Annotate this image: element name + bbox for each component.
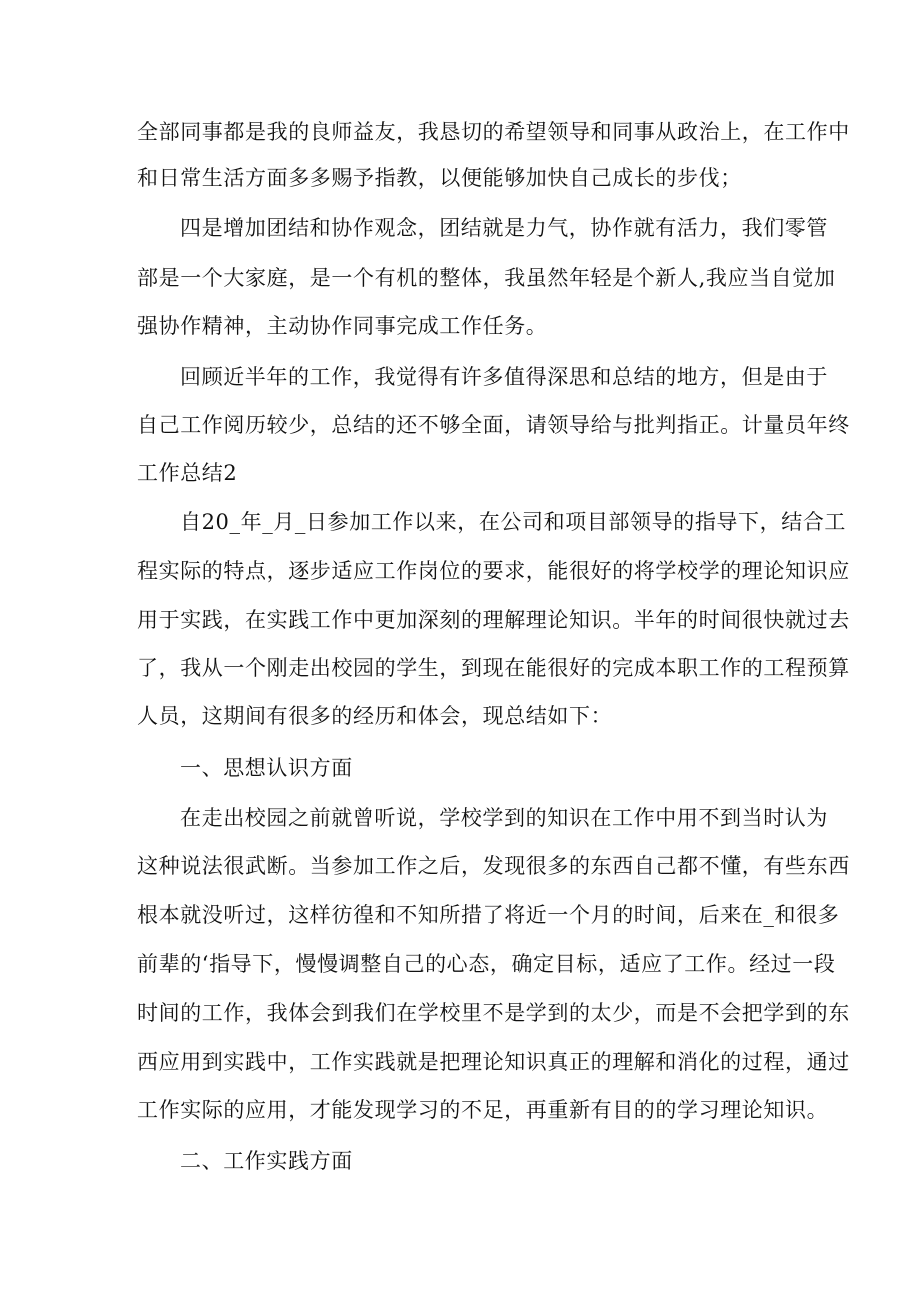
text-line: 人员，这期间有很多的经历和体会，现总结如下： xyxy=(137,704,613,728)
section-heading: 二、工作实践方面 xyxy=(180,1149,353,1173)
text-line: 工作总结2 xyxy=(137,461,238,485)
text-line: 时间的工作，我体会到我们在学校里不是学到的太少，而是不会把学到的东 xyxy=(137,1001,850,1025)
text-line: 自己工作阅历较少，总结的还不够全面，请领导给与批判指正。计量员年终 xyxy=(137,413,850,437)
text-line: 部是一个大家庭，是一个有机的整体，我虽然年轻是个新人,我应当自觉加 xyxy=(137,266,836,290)
section-heading: 一、思想认识方面 xyxy=(180,756,353,780)
text-line: 四是增加团结和协作观念，团结就是力气，协作就有活力，我们零管 xyxy=(180,216,828,240)
text-line: 前辈的‘指导下，慢慢调整自己的心态，确定目标，适应了工作。经过一段 xyxy=(137,952,836,976)
text-line: 根本就没听过，这样彷徨和不知所措了将近一个月的时间，后来在_和很多 xyxy=(137,903,840,927)
text-line: 自20_年_月_日参加工作以来，在公司和项目部领导的指导下，结合工 xyxy=(180,510,847,534)
text-line: 回顾近半年的工作，我觉得有许多值得深思和总结的地方，但是由于 xyxy=(180,365,828,389)
text-line: 了，我从一个刚走出校园的学生，到现在能很好的完成本职工作的工程预算 xyxy=(137,656,850,680)
text-line: 程实际的特点，逐步适应工作岗位的要求，能很好的将学校学的理论知识应 xyxy=(137,559,850,583)
text-line: 西应用到实践中，工作实践就是把理论知识真正的理解和消化的过程，通过 xyxy=(137,1050,850,1074)
text-line: 全部同事都是我的良师益友，我恳切的希望领导和同事从政治上，在工作中 xyxy=(137,120,850,144)
text-line: 工作实际的应用，才能发现学习的不足，再重新有目的的学习理论知识。 xyxy=(137,1098,829,1122)
text-line: 在走出校园之前就曾听说，学校学到的知识在工作中用不到当时认为 xyxy=(180,806,828,830)
text-line: 用于实践，在实践工作中更加深刻的理解理论知识。半年的时间很快就过去 xyxy=(137,608,850,632)
text-line: 和日常生活方面多多赐予指教，以便能够加快自己成长的步伐； xyxy=(137,166,742,190)
text-line: 这种说法很武断。当参加工作之后，发现很多的东西自己都不懂，有些东西 xyxy=(137,854,850,878)
text-line: 强协作精神，主动协作同事完成工作任务。 xyxy=(137,314,548,338)
